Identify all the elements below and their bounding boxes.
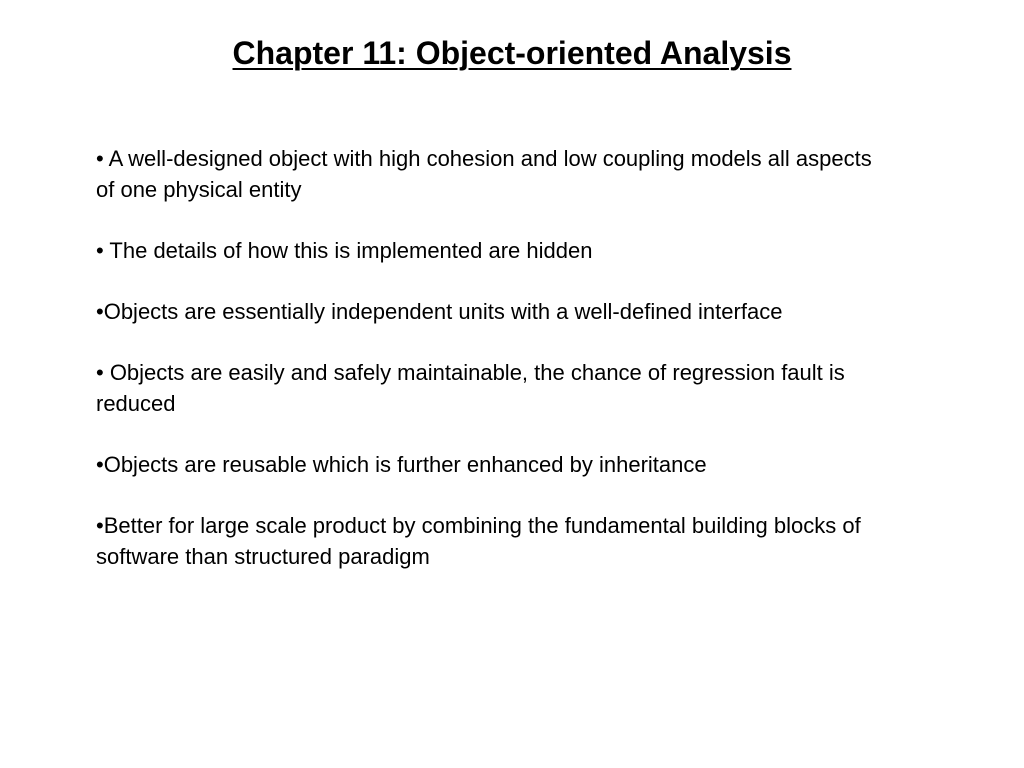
bullet-list <box>96 143 896 602</box>
bullet-item: • The details of how this is implemented are hidden <box>96 238 593 263</box>
bullet-item: • A well-designed object with high cohesion and low coupling models all aspects of one physical entity <box>96 146 872 202</box>
slide-title: Chapter 11: Object-oriented Analysis <box>232 35 792 71</box>
bullet-item: •Objects are essentially independent units with a well-defined interface <box>96 299 783 324</box>
bullet-item: •Objects are reusable which is further enhanced by inheritance <box>96 452 707 477</box>
bullet-item: • Objects are easily and safely maintainable, the chance of regression fault is reduced <box>96 360 845 416</box>
bullet-item: •Better for large scale product by combining the fundamental building blocks of software than structured paradigm <box>96 513 861 569</box>
